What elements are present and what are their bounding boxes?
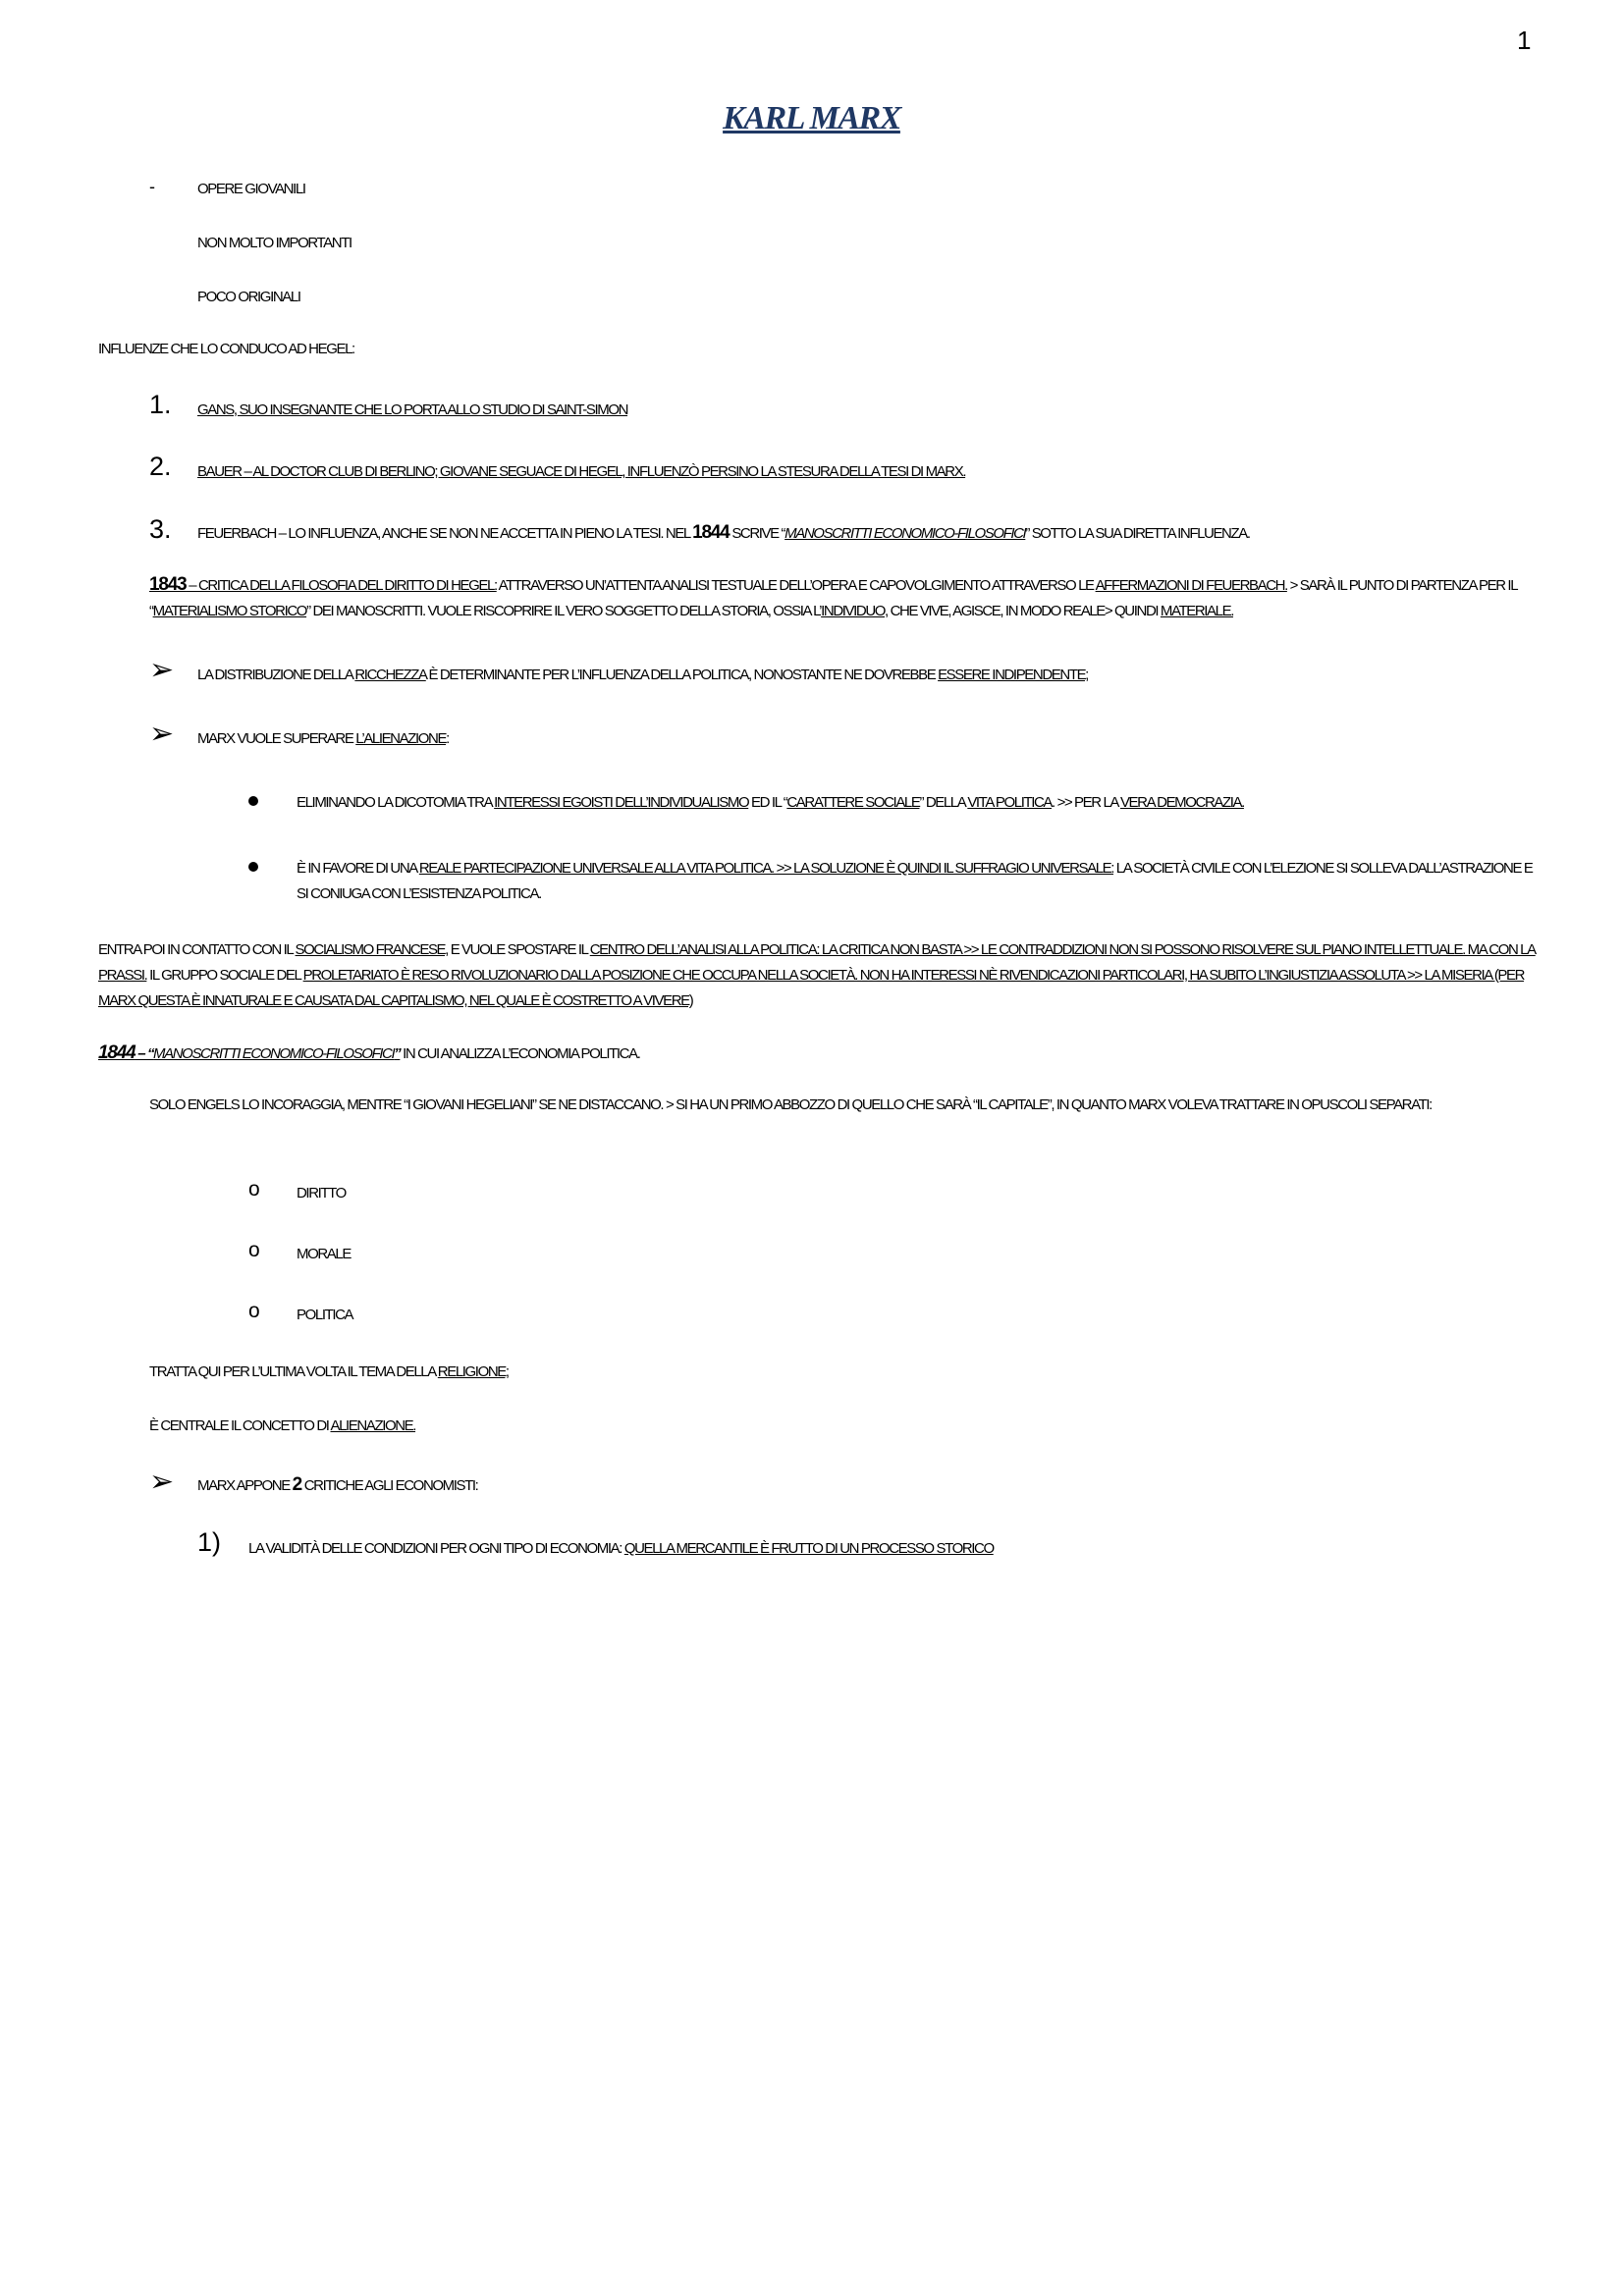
- circle-bullet-icon: o: [248, 1300, 260, 1322]
- list-item: MORALE: [297, 1246, 351, 1262]
- circle-bullet-icon: o: [248, 1239, 260, 1261]
- influences-heading: INFLUENZE CHE LO CONDUCO AD HEGEL:: [98, 341, 354, 357]
- dash-marker: -: [149, 177, 155, 196]
- influence-item: GANS, SUO INSEGNANTE CHE LO PORTA ALLO STUDIO DI SAINT-SIMON: [197, 401, 628, 418]
- bullet-item: ELIMINANDO LA DICOTOMIA TRA INTERESSI EGOISTI DELL’INDIVIDUALISMO ED IL “CARATTERE SOCIALE” DELLA VITA POLITICA. >> PER LA VERA DEMOCRAZIA.: [297, 794, 1244, 811]
- influence-item: FEUERBACH – LO INFLUENZA, ANCHE SE NON NE ACCETTA IN PIENO LA TESI. NEL 1844 SCRIVE “MANOSCRITTI ECONOMICO-FILOSOFICI” SOTTO LA SUA DIRETTA INFLUENZA.: [197, 522, 1250, 543]
- paragraph-socialism: ENTRA POI IN CONTATTO CON IL SOCIALISMO FRANCESE, E VUOLE SPOSTARE IL CENTRO DELL’ANALISI ALLA POLITICA: LA CRITICA NON BASTA >> LE CONTRADDIZIONI NON SI POSSONO RISOLVERE SUL PIANO INTELLETTUALE. MA CON LA PRASSI. IL GRUPPO SOCIALE DEL PROLETARIATO È RESO RIVOLUZIONARIO DALLA POSIZIONE CHE OCCUPA NELLA SOCIETÀ. NON HA INTERESSI NÈ RIVENDICAZIONI PARTICOLARI, HA SUBITO L’INGIUSTIZIA ASSOLUTA >> LA MISERIA (PER MARX QUESTA È INNATURALE E CAUSATA DAL CAPITALISMO, NEL QUALE È COSTRETTO A VIVERE): [98, 941, 1536, 1009]
- circle-bullet-icon: o: [248, 1178, 260, 1201]
- bullet-item: È IN FAVORE DI UNA REALE PARTECIPAZIONE UNIVERSALE ALLA VITA POLITICA. >> LA SOLUZIONE È QUINDI IL SUFFRAGIO UNIVERSALE: LA SOCIETÀ CIVILE CON L’ELEZIONE SI SOLLEVA DALL’ASTRAZIONE E SI CONIUGA CON L’ESISTENZA POLITICA.: [297, 860, 1533, 902]
- page-number: 1: [1517, 26, 1532, 55]
- arrow-bullet-icon: ➢: [149, 654, 175, 686]
- arrow-item: MARX APPONE 2 CRITICHE AGLI ECONOMISTI:: [197, 1474, 478, 1495]
- list-number: 1): [197, 1527, 222, 1557]
- intro-line: OPERE GIOVANILI: [197, 181, 305, 197]
- paragraph-religion: TRATTA QUI PER L’ULTIMA VOLTA IL TEMA DELLA RELIGIONE;: [149, 1363, 509, 1380]
- arrow-bullet-icon: ➢: [149, 1466, 175, 1498]
- list-number: 2.: [149, 452, 172, 481]
- bullet-dot-icon: [248, 796, 258, 806]
- bullet-dot-icon: [248, 862, 258, 872]
- paragraph-engels: SOLO ENGELS LO INCORAGGIA, MENTRE “I GIOVANI HEGELIANI” SE NE DISTACCANO. > SI HA UN PRIMO ABBOZZO DI QUELLO CHE SARÀ “IL CAPITALE”, IN QUANTO MARX VOLEVA TRATTARE IN OPUSCOLI SEPARATI:: [149, 1096, 1432, 1113]
- intro-line: POCO ORIGINALI: [197, 289, 300, 305]
- paragraph-1844: 1844 – “MANOSCRITTI ECONOMICO-FILOSOFICI” IN CUI ANALIZZA L’ECONOMIA POLITICA.: [98, 1042, 640, 1063]
- list-number: 3.: [149, 514, 172, 544]
- list-item: DIRITTO: [297, 1185, 346, 1201]
- page-title: KARL MARX: [723, 100, 900, 136]
- arrow-item: LA DISTRIBUZIONE DELLA RICCHEZZA È DETERMINANTE PER L’INFLUENZA DELLA POLITICA, NONOSTANTE NE DOVREBBE ESSERE INDIPENDENTE;: [197, 667, 1088, 683]
- arrow-item: MARX VUOLE SUPERARE L’ALIENAZIONE:: [197, 730, 449, 747]
- paragraph-1843: 1843 – CRITICA DELLA FILOSOFIA DEL DIRITTO DI HEGEL: ATTRAVERSO UN’ATTENTA ANALISI TESTUALE DELL’OPERA E CAPOVOLGIMENTO ATTRAVERSO LE AFFERMAZIONI DI FEUERBACH. > SARÀ IL PUNTO DI PARTENZA PER IL “MATERIALISMO STORICO” DEI MANOSCRITTI. VUOLE RISCOPRIRE IL VERO SOGGETTO DELLA STORIA, OSSIA L’INDIVIDUO, CHE VIVE, AGISCE, IN MODO REALE> QUINDI MATERIALE.: [149, 574, 1517, 619]
- intro-line: NON MOLTO IMPORTANTI: [197, 235, 352, 251]
- list-item: POLITICA: [297, 1307, 353, 1323]
- arrow-bullet-icon: ➢: [149, 718, 175, 750]
- list-number: 1.: [149, 390, 172, 419]
- paragraph-alienation: È CENTRALE IL CONCETTO DI ALIENAZIONE.: [149, 1417, 416, 1434]
- critique-item: LA VALIDITÀ DELLE CONDIZIONI PER OGNI TIPO DI ECONOMIA: QUELLA MERCANTILE È FRUTTO DI UN PROCESSO STORICO: [248, 1540, 994, 1557]
- influence-item: BAUER – AL DOCTOR CLUB DI BERLINO; GIOVANE SEGUACE DI HEGEL, INFLUENZÒ PERSINO LA STESURA DELLA TESI DI MARX.: [197, 463, 966, 480]
